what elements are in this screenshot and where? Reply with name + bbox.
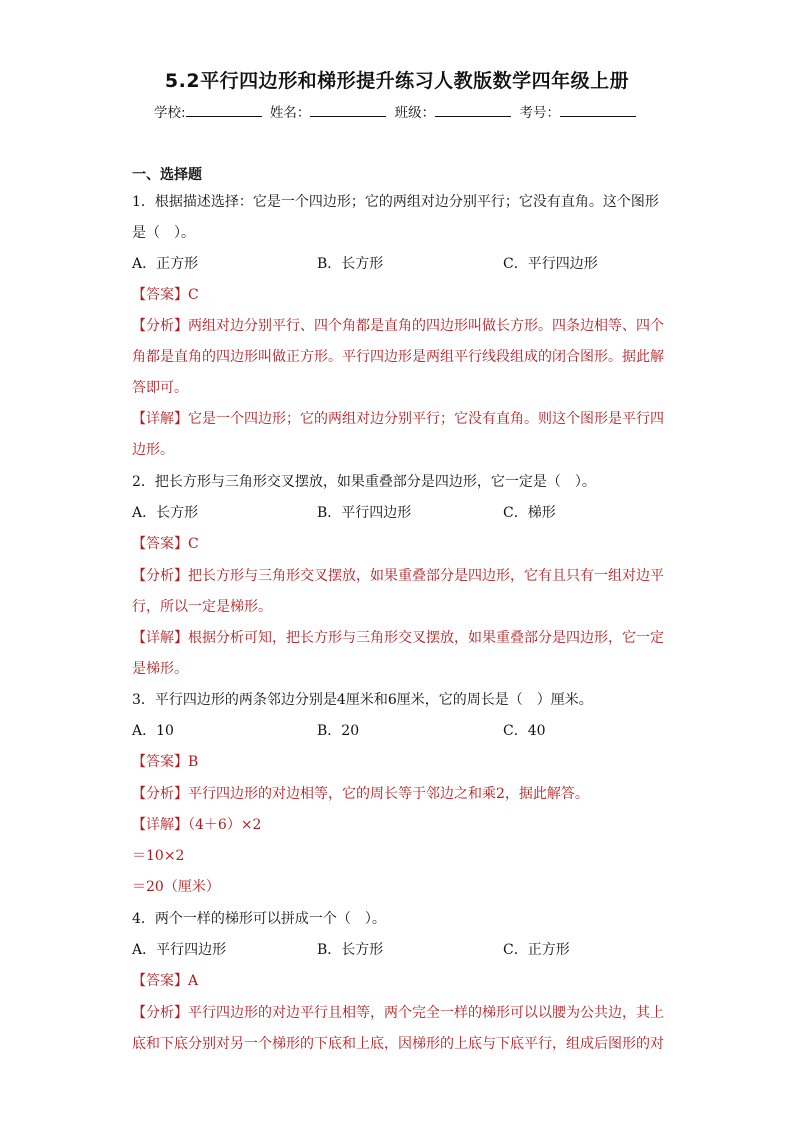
q1-analysis-line3: 答即可。 xyxy=(132,380,188,396)
q2-answer-value: C xyxy=(188,536,199,552)
q2-option-c: C．梯形 xyxy=(503,505,556,521)
q2-stem-line1: 2．把长方形与三角形交叉摆放，如果重叠部分是四边形，它一定是（ ）。 xyxy=(132,474,596,490)
q4-analysis-line2: 底和下底分别对另一个梯形的下底和上底，因梯形的上底与下底平行，组成后图形的对 xyxy=(132,1036,664,1052)
q4-answer-value: A xyxy=(188,973,199,989)
q3-answer xyxy=(132,752,672,772)
name-blank[interactable] xyxy=(310,104,386,117)
q2-option-a: A．长方形 xyxy=(132,505,199,521)
q1-analysis-line1: 两组对边分别平行、四个角都是直角的四边形叫做长方形。四条边相等、四个 xyxy=(188,318,664,334)
q1-detail-line2: 边形。 xyxy=(132,442,174,458)
class-label: 班级： xyxy=(394,105,436,121)
q3-answer-value: B xyxy=(188,754,199,770)
page-title: 5.2平行四边形和梯形提升练习人教版数学四年级上册 xyxy=(164,70,630,92)
answer-tag: 【答案】 xyxy=(132,287,188,303)
exam-no-label: 考号： xyxy=(519,105,560,121)
q4-analysis xyxy=(132,1003,672,1023)
school-blank[interactable] xyxy=(186,104,262,117)
q4-answer xyxy=(132,971,672,991)
q2-analysis-line2: 行，所以一定是梯形。 xyxy=(132,599,272,615)
q3-option-b: B．20 xyxy=(317,723,360,739)
analysis-tag: 【分析】 xyxy=(132,1005,188,1021)
answer-tag: 【答案】 xyxy=(132,536,188,552)
section-title: 一、选择题 xyxy=(132,167,202,183)
analysis-tag: 【分析】 xyxy=(132,318,188,334)
answer-tag: 【答案】 xyxy=(132,754,188,770)
q1-analysis-line2: 角都是直角的四边形叫做正方形。平行四边形是两组平行线段组成的闭合图形。据此解 xyxy=(132,349,664,365)
detail-tag: 【详解】 xyxy=(132,630,188,646)
q1-option-c: C．平行四边形 xyxy=(503,256,598,272)
q4-option-a: A．平行四边形 xyxy=(132,942,227,958)
q1-answer xyxy=(132,285,672,305)
q3-analysis xyxy=(132,784,672,804)
q4-option-c: C．正方形 xyxy=(503,942,570,958)
q3-stem-line1: 3．平行四边形的两条邻边分别是4厘米和6厘米，它的周长是（ ）厘米。 xyxy=(132,692,593,708)
q1-answer-value: C xyxy=(188,287,199,303)
q1-stem-line2: 是（ ）。 xyxy=(132,225,195,241)
q2-answer xyxy=(132,534,672,554)
q3-detail-line1: （4＋6）×2 xyxy=(188,817,262,833)
exam-no-blank[interactable] xyxy=(560,104,636,117)
q2-detail xyxy=(132,628,672,648)
q3-option-a: A．10 xyxy=(132,723,174,739)
q1-option-b: B．长方形 xyxy=(317,256,384,272)
detail-tag: 【详解】 xyxy=(132,817,188,833)
analysis-tag: 【分析】 xyxy=(132,786,188,802)
answer-tag: 【答案】 xyxy=(132,973,188,989)
q4-stem-line1: 4．两个一样的梯形可以拼成一个（ ）。 xyxy=(132,911,386,927)
q1-detail xyxy=(132,409,672,429)
school-label: 学校: xyxy=(154,105,186,121)
q3-option-c: C．40 xyxy=(503,723,546,739)
q3-analysis-line1: 平行四边形的对边相等，它的周长等于邻边之和乘2，据此解答。 xyxy=(188,786,589,802)
q4-option-b: B．长方形 xyxy=(317,942,384,958)
q4-analysis-line1: 平行四边形的对边平行且相等，两个完全一样的梯形可以以腰为公共边，其上 xyxy=(188,1005,664,1021)
q1-detail-line1: 它是一个四边形；它的两组对边分别平行；它没有直角。则这个图形是平行四 xyxy=(188,411,664,427)
detail-tag: 【详解】 xyxy=(132,411,188,427)
q2-analysis-line1: 把长方形与三角形交叉摆放，如果重叠部分是四边形，它有且只有一组对边平 xyxy=(188,568,664,584)
q2-detail-line1: 根据分析可知，把长方形与三角形交叉摆放，如果重叠部分是四边形，它一定 xyxy=(188,630,664,646)
q3-detail-line3: ＝20（厘米） xyxy=(132,879,220,895)
q1-option-a: A．正方形 xyxy=(132,256,199,272)
q2-analysis xyxy=(132,566,672,586)
class-blank[interactable] xyxy=(435,104,511,117)
student-info-line xyxy=(0,101,794,121)
q2-detail-line2: 是梯形。 xyxy=(132,661,188,677)
q3-detail xyxy=(132,815,672,835)
q3-detail-line2: ＝10×2 xyxy=(132,848,185,864)
analysis-tag: 【分析】 xyxy=(132,568,188,584)
name-label: 姓名： xyxy=(269,105,311,121)
q1-analysis xyxy=(132,316,672,336)
q2-option-b: B．平行四边形 xyxy=(317,505,412,521)
q1-stem-line1: 1．根据描述选择：它是一个四边形；它的两组对边分别平行；它没有直角。这个图形 xyxy=(132,194,659,210)
